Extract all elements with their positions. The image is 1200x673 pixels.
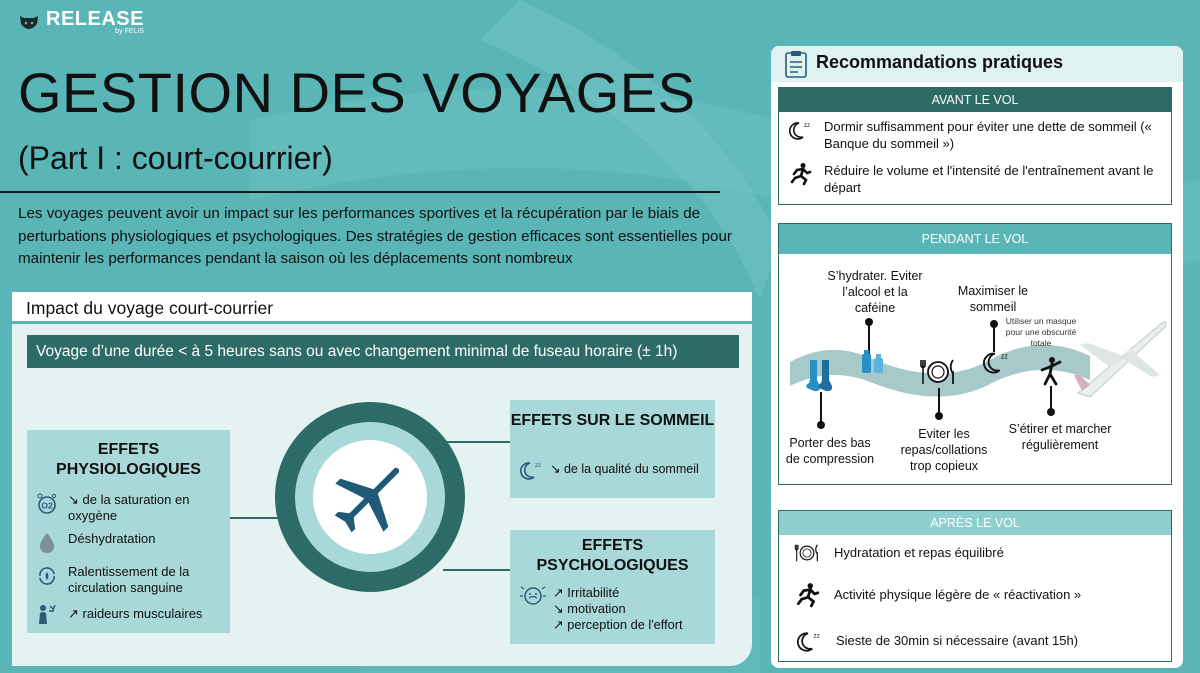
compression-socks-icon <box>804 358 836 394</box>
stretch-label: S’étirer et marcher régulièrement <box>1008 422 1112 452</box>
svg-text:O2: O2 <box>41 500 53 511</box>
physio-effects-list <box>34 492 226 626</box>
list-item <box>792 542 1162 564</box>
hydrate-pin-dot <box>865 318 873 326</box>
title-divider <box>0 191 720 193</box>
after-flight-header: APRÈS LE VOL <box>779 511 1171 535</box>
page-title: GESTION DES VOYAGES <box>18 61 696 124</box>
sleep-moon-icon <box>982 349 1010 375</box>
psycho-effects-list <box>553 585 683 633</box>
sleep-effects-title: EFFETS SUR LE SOMMEIL <box>510 412 715 429</box>
list-item <box>794 630 1164 652</box>
circulation-icon <box>34 564 60 588</box>
meal-icon <box>918 356 958 388</box>
socks-pin <box>820 392 822 424</box>
after-flight-item-text: Sieste de 30min si nécessaire (avant 15h) <box>836 632 1079 648</box>
clipboard-icon <box>784 50 808 78</box>
psycho-effects-title: EFFETS PSYCHOLOGIQUES <box>536 537 689 574</box>
stretch-pin-dot <box>1047 408 1055 416</box>
hydrate-label: S’hydrater. Eviter l’alcool et la caféine <box>827 269 923 315</box>
list-item: ↗ perception de l'effort <box>553 617 683 632</box>
svg-text:zz: zz <box>813 632 820 640</box>
list-item <box>34 531 226 555</box>
meal-icon <box>792 542 822 564</box>
physio-item-text: Ralentissement de la circulation sanguine <box>68 564 190 595</box>
sleep-pin-dot <box>990 320 998 328</box>
airplane-icon <box>328 455 412 539</box>
svg-text:zz: zz <box>804 123 810 129</box>
sleep-label: Maximiser le sommeil <box>957 284 1029 314</box>
panther-logo-icon <box>18 12 40 34</box>
airliner-icon <box>1070 305 1170 405</box>
sleep-moon-icon <box>520 458 542 482</box>
before-flight-item-text: Dormir suffisamment pour éviter une dette de sommeil (« Banque du sommeil ») <box>824 119 1152 151</box>
meals-label: Eviter les repas/collations trop copieux <box>900 427 988 473</box>
stretching-icon <box>1036 356 1066 386</box>
sleep-pin <box>993 324 995 352</box>
list-item: ↘ motivation <box>553 601 626 616</box>
flight-duration-banner: Voyage d’une durée < à 5 heures sans ou avec changement minimal de fuseau horaire (± 1h) <box>27 335 739 368</box>
intro-paragraph: Les voyages peuvent avoir un impact sur les performances sportives et la récupération par le biais de perturbations physiologiques et psychologiques. Des stratégies de gestion efficaces sont essentielles pour maintenir les performances pendant la saison où les déplacements sont nombreux <box>18 205 732 267</box>
after-flight-item-text: Hydratation et repas équilibré <box>834 544 1004 560</box>
impact-title: Impact du voyage court-courrier <box>26 298 274 318</box>
svg-text:zz: zz <box>1000 352 1008 361</box>
oxygen-icon <box>34 492 60 516</box>
before-flight-item-text: Réduire le volume et l'intensité de l'entraînement avant le départ <box>824 163 1154 195</box>
water-drop-icon <box>34 531 60 555</box>
sleep-moon-icon <box>794 630 824 652</box>
list-item <box>520 458 715 482</box>
head-stress-icon <box>518 582 548 612</box>
during-flight-header: PENDANT LE VOL <box>779 224 1171 254</box>
recommendations-title: Recommandations pratiques <box>816 52 1064 72</box>
after-flight-item-text: Activité physique légère de « réactivation » <box>834 586 1082 602</box>
list-item <box>34 564 226 596</box>
muscle-pain-icon <box>34 602 60 626</box>
runner-icon <box>792 584 822 606</box>
runner-icon <box>788 163 812 185</box>
physio-item-text: Déshydratation <box>68 531 156 546</box>
meals-pin-dot <box>935 412 943 420</box>
brand-byline: by FELIS <box>115 28 144 35</box>
before-flight-header: AVANT LE VOL <box>779 88 1171 112</box>
list-item <box>788 163 1166 196</box>
list-item <box>792 584 1162 606</box>
water-bottle-icon <box>858 345 888 375</box>
physio-item-text: ↘ de la saturation en oxygène <box>68 492 190 523</box>
mask-note: Utiliser un masque pour une obscurité totale <box>1005 316 1077 348</box>
list-item <box>34 492 226 524</box>
list-item <box>788 119 1166 152</box>
physio-effects-title: EFFETS PHYSIOLOGIQUES <box>56 441 201 478</box>
sleep-item-text: ↘ de la qualité du sommeil <box>550 462 699 476</box>
page-subtitle: (Part I : court-courrier) <box>18 140 333 176</box>
svg-text:zz: zz <box>535 463 541 469</box>
brand-logo <box>18 10 144 36</box>
list-item: ↗ Irritabilité <box>553 585 620 600</box>
socks-label: Porter des bas de compression <box>785 436 875 466</box>
list-item <box>34 602 226 626</box>
physio-item-text: ↗ raideurs musculaires <box>68 606 203 621</box>
sleep-moon-icon <box>788 119 812 141</box>
socks-pin-dot <box>817 421 825 429</box>
brand-name: RELEASE <box>46 8 144 30</box>
